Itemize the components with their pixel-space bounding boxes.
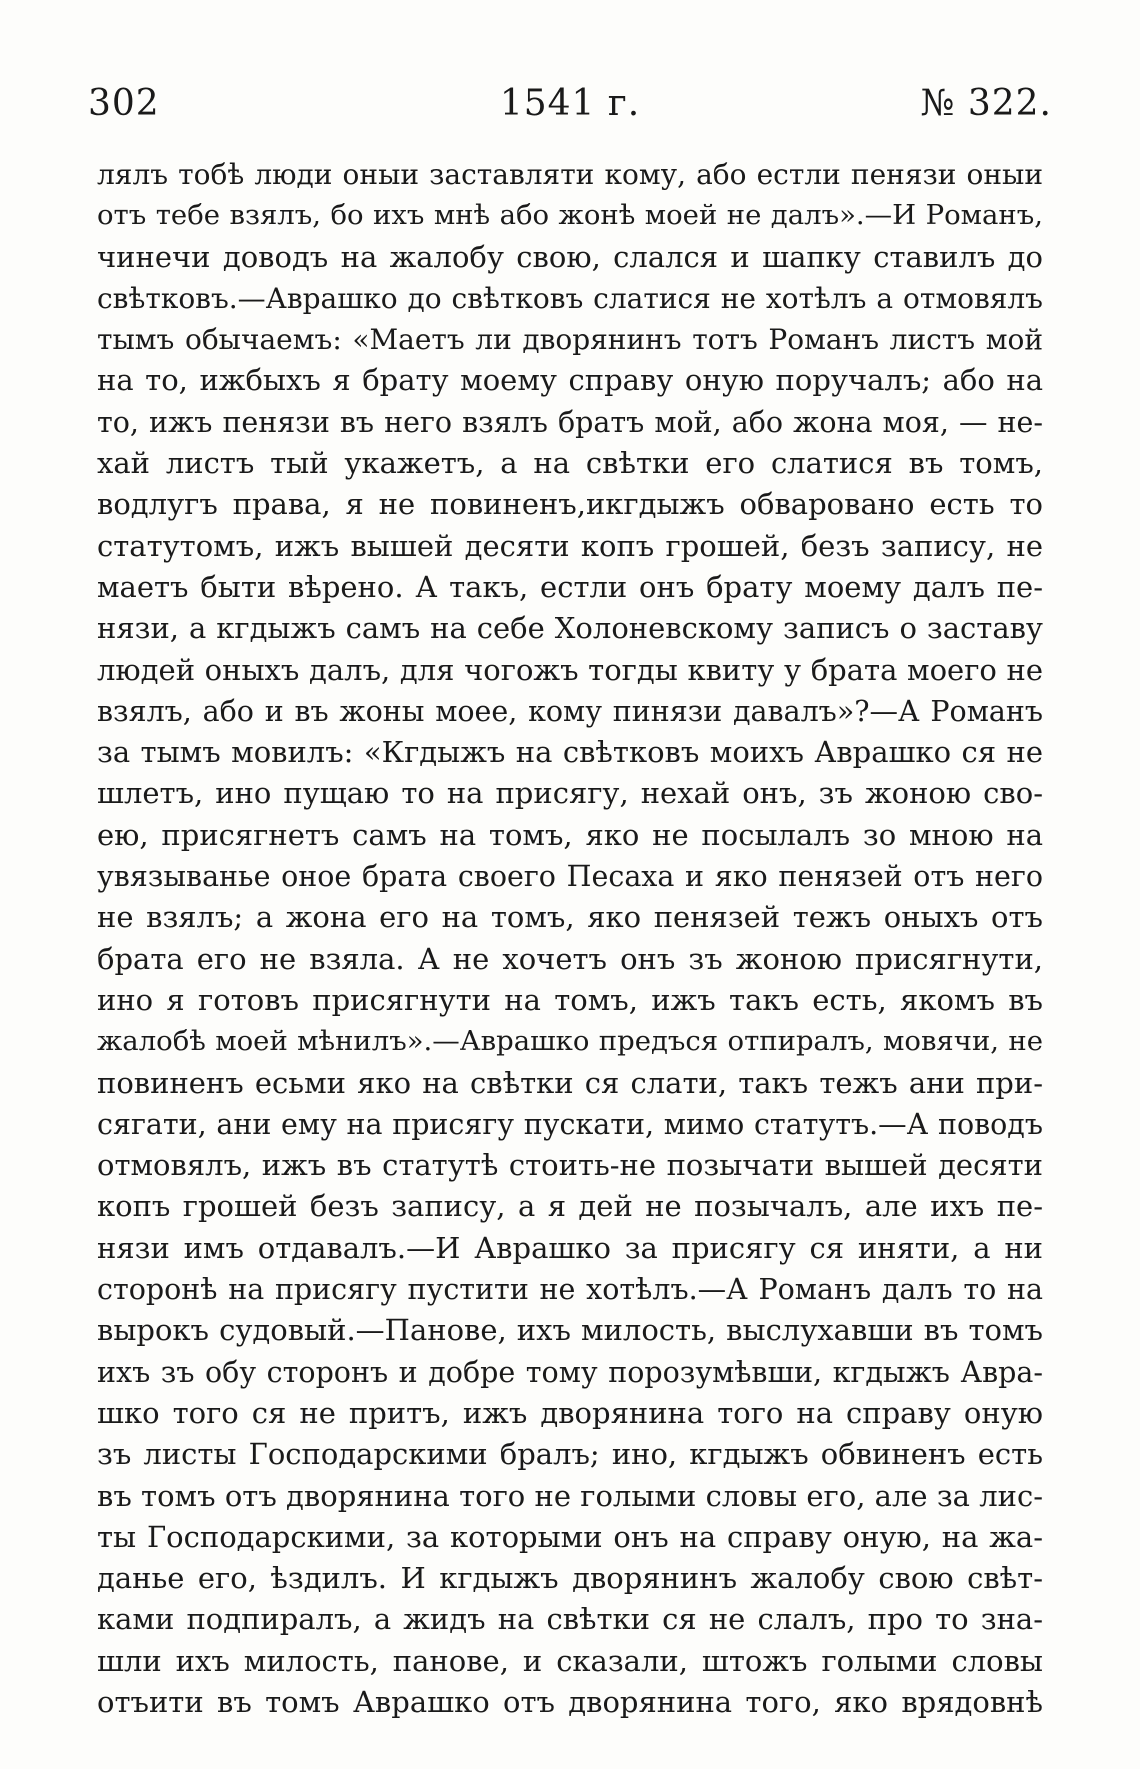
text-line: отъити въ томъ Аврашко отъ дворянина того, яко врядовнѣ	[97, 1684, 1043, 1719]
text-line: сягати, ани ему на присягу пускати, мимо статутъ.—А поводъ	[97, 1107, 1043, 1141]
text-line: ихъ зъ обу сторонъ и добре тому порозумѣвши, кгдыжъ Авра-	[97, 1355, 1043, 1389]
text-line: ино я готовъ присягнути на томъ, ижъ такъ есть, якомъ въ	[97, 982, 1043, 1017]
text-line: повиненъ есьми яко на свѣтки ся слати, такъ тежъ ани при-	[97, 1065, 1043, 1100]
text-line: отмовялъ, ижъ въ статутѣ стоить-не позычати вышей десяти	[97, 1148, 1043, 1183]
text-line: шлетъ, ино пущаю то на присягу, нехай онъ, зъ жоною сво-	[97, 776, 1043, 811]
text-line: копъ грошей безъ запису, а я дей не позычалъ, але ихъ пе-	[97, 1189, 1043, 1224]
text-line: людей оныхъ далъ, для чогожъ тогды квиту у брата моего не	[97, 652, 1043, 687]
text-line: хай листъ тый укажетъ, а на свѣтки его слатися въ томъ,	[97, 446, 1043, 481]
text-line: за тымъ мовилъ: «Кгдыжъ на свѣтковъ моихъ Аврашко ся не	[97, 735, 1043, 770]
text-line: увязыванье оное брата своего Песаха и яко пенязей отъ него	[97, 860, 1043, 894]
text-line: брата его не взяла. А не хочетъ онъ зъ жоною присягнути,	[97, 941, 1043, 976]
text-line: въ томъ отъ дворянина того не голыми словы его, але за лис-	[97, 1478, 1043, 1513]
text-line: статутомъ, ижъ вышей десяти копъ грошей, безъ запису, не	[97, 528, 1043, 563]
text-line: то, ижъ пенязи въ него взялъ братъ мой, або жона моя, — не-	[97, 405, 1043, 439]
text-line: данье его, ѣздилъ. И кгдыжъ дворянинъ жалобу свою свѣт-	[97, 1561, 1043, 1596]
text-line: ками подпиралъ, а жидъ на свѣтки ся не слалъ, про то зна-	[97, 1602, 1043, 1637]
text-line: шко того ся не притъ, ижъ дворянина того на справу оную	[97, 1395, 1043, 1430]
text-line: зъ листы Господарскими бралъ; ино, кгдыжъ обвиненъ есть	[97, 1437, 1043, 1472]
text-line: шли ихъ милость, панове, и сказали, штожъ голыми словы	[97, 1643, 1043, 1678]
page-number: 302	[88, 83, 160, 124]
text-line: на то, ижбыхъ я брату моему справу оную поручалъ; або на	[97, 363, 1043, 398]
text-line: чинечи доводъ на жалобу свою, слался и шапку ставилъ до	[97, 239, 1043, 274]
text-line: жалобѣ моей мѣнилъ».—Аврашко предъся отпиралъ, мовячи, не	[97, 1025, 1043, 1058]
text-line: ты Господарскими, за которыми онъ на справу оную, на жа-	[97, 1519, 1043, 1554]
text-line: нязи, а кгдыжъ самъ на себе Холоневскому записъ о заставу	[97, 611, 1043, 646]
text-line: вырокъ судовый.—Панове, ихъ милость, выслухавши въ томъ	[97, 1313, 1043, 1348]
text-line: лялъ тобѣ люди оныи заставляти кому, або естли пенязи оныи	[97, 158, 1043, 191]
body-text	[97, 154, 1043, 1723]
text-line: не взялъ; а жона его на томъ, яко пенязей тежъ оныхъ отъ	[97, 900, 1043, 935]
text-line: ею, присягнетъ самъ на томъ, яко не посылалъ зо мною на	[97, 817, 1043, 852]
document-number: № 322.	[920, 83, 1052, 124]
text-line: водлугъ права, я не повиненъ,икгдыжъ обваровано есть то	[97, 487, 1043, 522]
text-line: маетъ быти вѣрено. А такъ, естли онъ брату моему далъ пе-	[97, 569, 1043, 604]
text-line: сторонѣ на присягу пустити не хотѣлъ.—А Романъ далъ то на	[97, 1273, 1043, 1307]
text-line: свѣтковъ.—Аврашко до свѣтковъ слатися не хотѣлъ а отмовялъ	[97, 281, 1043, 315]
text-line: отъ тебе взялъ, бо ихъ мнѣ або жонѣ моей не далъ».—И Романъ,	[97, 199, 1043, 232]
text-line: тымъ обычаемъ: «Маетъ ли дворянинъ тотъ Романъ листъ мой	[97, 323, 1043, 357]
document-year: 1541 г.	[499, 83, 641, 124]
text-line: нязи имъ отдавалъ.—И Аврашко за присягу ся иняти, а ни	[97, 1230, 1043, 1265]
page-header	[88, 80, 1052, 128]
text-line: взялъ, або и въ жоны моее, кому пинязи давалъ»?—А Романъ	[97, 694, 1043, 728]
